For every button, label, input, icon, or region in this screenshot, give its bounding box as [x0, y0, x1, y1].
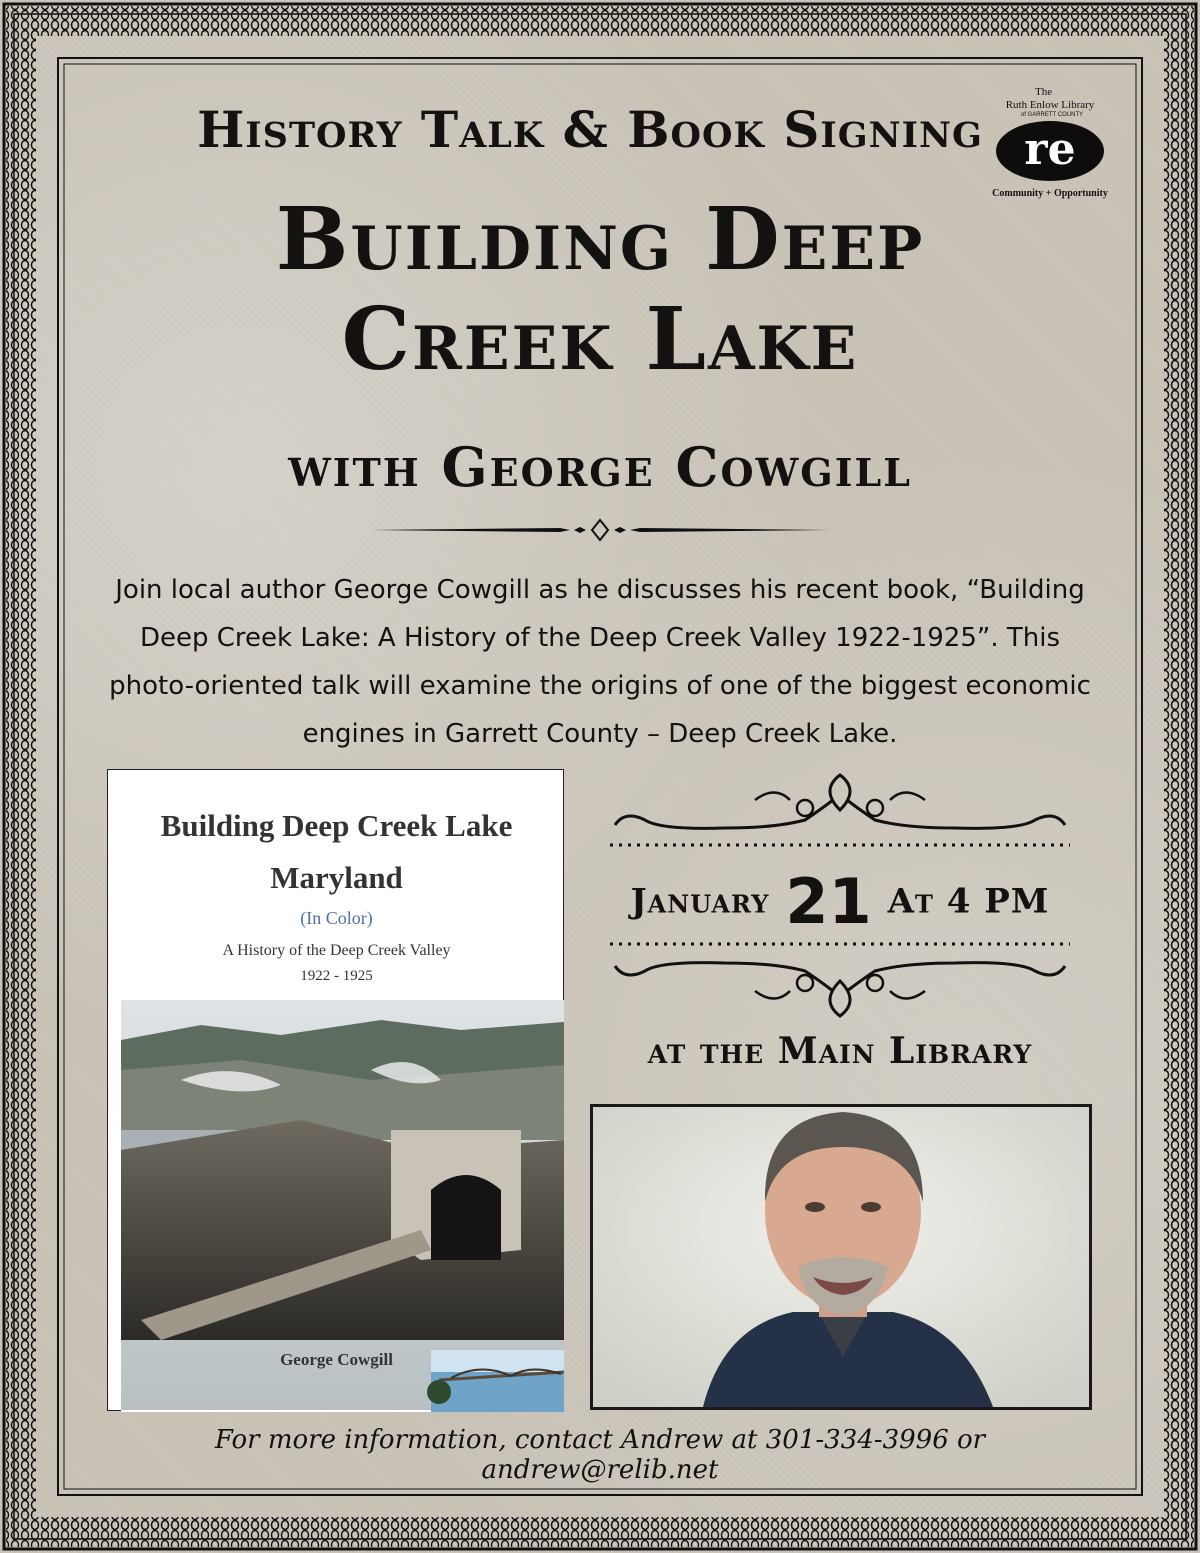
logo-mark: re — [996, 121, 1104, 181]
book-edition: (In Color) — [300, 908, 373, 928]
logo-tagline: Community + Opportunity — [992, 188, 1108, 199]
logo-the: The — [1035, 86, 1053, 98]
event-time: At 4 PM — [887, 881, 1050, 922]
scroll-ornament-top — [605, 770, 1075, 850]
scroll-ornament-bottom — [605, 938, 1075, 1018]
book-title-line1: Building Deep Creek Lake — [160, 808, 513, 843]
event-date — [610, 865, 1070, 938]
event-title: Building Deep Creek Lake — [275, 189, 925, 390]
author-portrait — [593, 1107, 1089, 1407]
book-years: 1922 - 1925 — [300, 968, 373, 984]
book-title-line2: Maryland — [270, 860, 403, 895]
event-kicker: History Talk & Book Signing — [197, 100, 983, 159]
logo-county: of GARRETT COUNTY — [1020, 112, 1084, 118]
book-author: George Cowgill — [280, 1350, 393, 1369]
book-subtitle: A History of the Deep Creek Valley — [222, 942, 451, 959]
event-day: 21 — [785, 865, 872, 938]
title-divider — [370, 515, 830, 545]
book-cover — [107, 769, 564, 1411]
event-description: Join local author George Cowgill as he discusses his recent book, “Building Deep Creek Lake: A History of the Deep Creek Valley 1922-1925”. This photo-oriented talk will examine the origins of one of the biggest economic engines in Garrett County – Deep Creek Lake. — [109, 575, 1091, 749]
contact-info: For more information, contact Andrew at 301-334-3996 or andrew@relib.net — [214, 1425, 986, 1485]
event-subtitle: with George Cowgill — [288, 435, 912, 499]
author-photo — [590, 1104, 1092, 1410]
event-month: January — [630, 881, 770, 922]
logo-library-name: Ruth Enlow Library — [1005, 99, 1095, 111]
event-location: at the Main Library — [647, 1030, 1033, 1072]
